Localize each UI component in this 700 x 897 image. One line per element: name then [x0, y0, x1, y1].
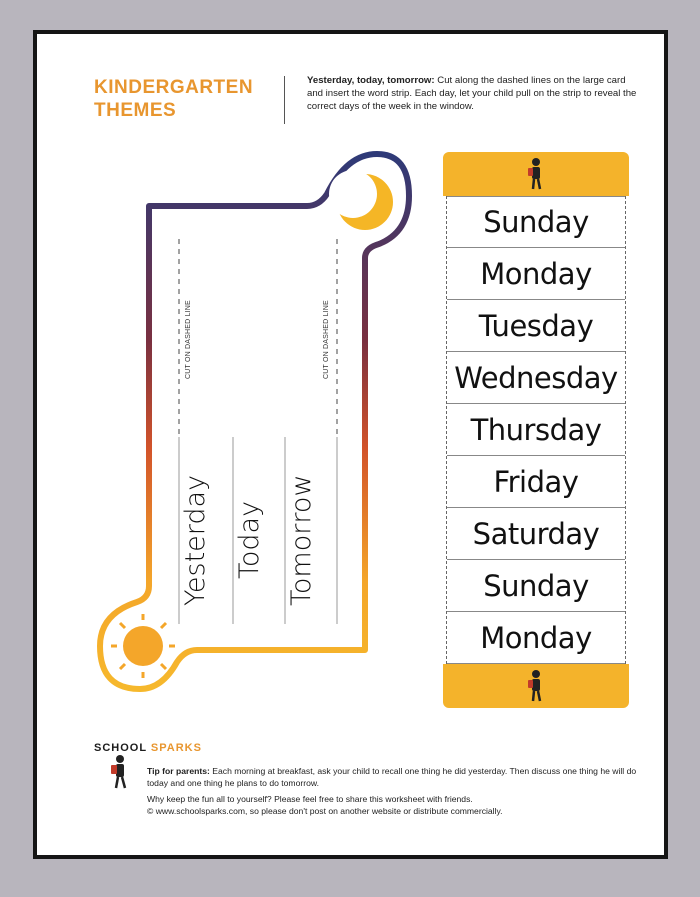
- instructions-heading: Yesterday, today, tomorrow:: [307, 75, 435, 86]
- card-word-yesterday: Yesterday: [180, 474, 211, 606]
- title-line-1: KINDERGARTEN: [94, 77, 254, 98]
- title-line-2: THEMES: [94, 100, 177, 121]
- strip-top-cap: [443, 152, 629, 196]
- share-line-1: Why keep the fun all to yourself? Please feel free to share this worksheet with friends.: [147, 794, 473, 804]
- strip-day: Saturday: [447, 508, 625, 560]
- logo-sparks: SPARKS: [150, 742, 202, 754]
- strip-day: Friday: [447, 456, 625, 508]
- worksheet-page: [33, 30, 668, 859]
- footer-text: [147, 766, 647, 822]
- strip-day: Monday: [447, 248, 625, 300]
- logo-kid-icon: [110, 754, 130, 790]
- word-strip[interactable]: [443, 152, 629, 708]
- strip-days: [446, 196, 626, 664]
- card-outline: [100, 154, 409, 689]
- card-word-today: Today: [234, 500, 265, 579]
- parent-tip: [147, 766, 647, 789]
- tip-text: Each morning at breakfast, ask your child to recall one thing he did yesterday. Then discuss one thing he will do today and one thing he plans to do tomorrow.: [147, 766, 637, 788]
- strip-day: Monday: [447, 612, 625, 664]
- strip-bottom-cap: [443, 664, 629, 708]
- cut-label-left: CUT ON DASHED LINE: [185, 300, 192, 379]
- share-line-2: © www.schoolsparks.com, so please don't post on another website or distribute commercially.: [147, 805, 503, 816]
- sun-icon: [111, 614, 175, 678]
- strip-day: Sunday: [447, 196, 625, 248]
- strip-day: Sunday: [447, 560, 625, 612]
- card-word-tomorrow: Tomorrow: [286, 474, 317, 606]
- school-sparks-logo: [94, 742, 202, 754]
- kid-icon: [527, 157, 545, 191]
- instructions-text: Cut along the dashed lines on the large card and insert the word strip. Each day, let your child pull on the strip to reveal the correct days of the week in the window.: [307, 75, 637, 112]
- strip-day: Wednesday: [447, 352, 625, 404]
- strip-day: Thursday: [447, 404, 625, 456]
- cut-label-right: CUT ON DASHED LINE: [323, 300, 330, 379]
- kid-icon: [527, 669, 545, 703]
- strip-day: Tuesday: [447, 300, 625, 352]
- logo-school: SCHOOL: [94, 742, 147, 754]
- tip-heading: Tip for parents:: [147, 766, 210, 776]
